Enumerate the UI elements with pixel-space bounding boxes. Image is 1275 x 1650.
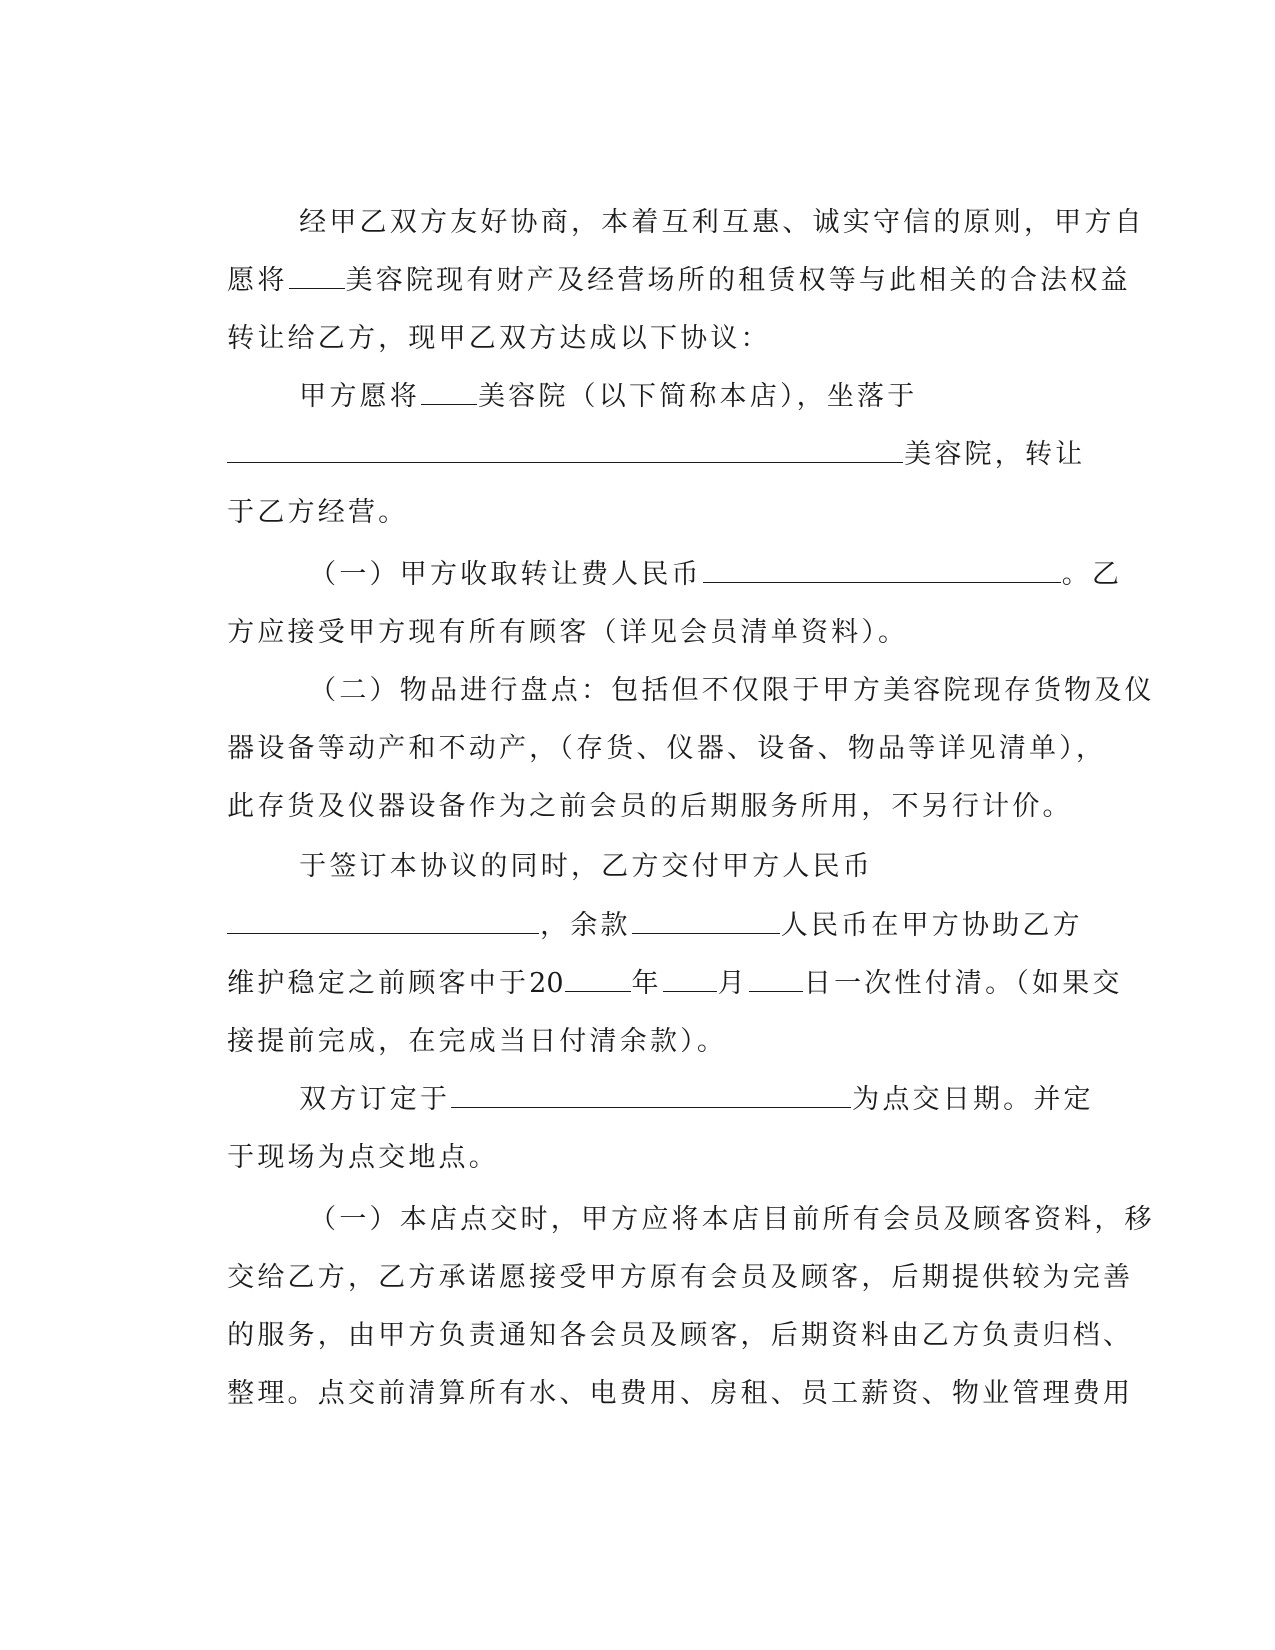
text: 交给乙方，乙方承诺愿接受甲方原有会员及顾客，后期提供较为完善 xyxy=(227,1262,1134,1293)
para7-line3 xyxy=(0,1276,1275,1351)
para5-line1 xyxy=(0,807,1275,882)
text: 双方订定于 xyxy=(299,1084,451,1115)
text: 为点交日期。并定 xyxy=(852,1084,1094,1115)
para7-line1 xyxy=(0,1160,1275,1235)
para4-line1 xyxy=(0,631,1275,706)
text: （一）本店点交时，甲方应将本店目前所有会员及顾客资料，移 xyxy=(309,1204,1155,1235)
text: 整理。点交前清算所有水、电费用、房租、员工薪资、物业管理费用 xyxy=(227,1378,1134,1409)
text: 美容院，转让 xyxy=(904,439,1086,470)
para1-line3 xyxy=(0,279,1275,354)
text: （二）物品进行盘点：包括但不仅限于甲方美容院现存货物及仪 xyxy=(309,675,1155,706)
para5-line2 xyxy=(0,866,1275,941)
text: 年 xyxy=(631,968,662,999)
para4-line3 xyxy=(0,747,1275,822)
text: 方应接受甲方现有所有顾客（详见会员清单资料）。 xyxy=(227,617,909,648)
text: ，余款 xyxy=(540,910,631,941)
para4-line2 xyxy=(0,689,1275,764)
para6-line2 xyxy=(0,1098,1275,1173)
text: 日一次性付清。（如果交 xyxy=(803,968,1123,999)
para3-line1 xyxy=(0,515,1275,590)
para7-line4 xyxy=(0,1334,1275,1409)
text: 维护稳定之前顾客中于 xyxy=(227,968,530,999)
para3-line2 xyxy=(0,573,1275,648)
text: 美容院（以下简称本店），坐落于 xyxy=(477,381,918,412)
para5-line3 xyxy=(0,924,1275,999)
para7-line2 xyxy=(0,1218,1275,1293)
text: 经甲乙双方友好协商，本着互利互惠、诚实守信的原则，甲方自 xyxy=(299,207,1145,238)
text: 于现场为点交地点。 xyxy=(227,1142,499,1173)
text: 接提前完成，在完成当日付清余款）。 xyxy=(227,1026,728,1057)
text: 转让给乙方，现甲乙双方达成以下协议： xyxy=(227,323,771,354)
para2-line1 xyxy=(0,337,1275,412)
para1-line1 xyxy=(0,163,1275,238)
para5-line4 xyxy=(0,982,1275,1057)
text: 美容院现有财产及经营场所的租赁权等与此相关的合法权益 xyxy=(345,265,1131,296)
text: 于签订本协议的同时，乙方交付甲方人民币 xyxy=(299,851,873,882)
text: 的服务，由甲方负责通知各会员及顾客，后期资料由乙方负责归档、 xyxy=(227,1320,1134,1351)
text: 月 xyxy=(717,968,748,999)
year-prefix: 20 xyxy=(529,968,564,999)
text: 器设备等动产和不动产，（存货、仪器、设备、物品等详见清单）， xyxy=(227,733,1107,764)
para6-line1 xyxy=(0,1040,1275,1115)
para1-line2 xyxy=(0,221,1275,296)
text: 人民币在甲方协助乙方 xyxy=(780,910,1083,941)
text: 于乙方经营。 xyxy=(227,497,409,528)
text: 愿将 xyxy=(227,265,288,296)
text: 。乙 xyxy=(1061,559,1123,590)
text: 此存货及仪器设备作为之前会员的后期服务所用，不另行计价。 xyxy=(227,791,1073,822)
para2-line3 xyxy=(0,453,1275,528)
text: 甲方愿将 xyxy=(299,381,420,412)
para2-line2 xyxy=(0,395,1275,470)
text: （一）甲方收取转让费人民币 xyxy=(309,559,702,590)
